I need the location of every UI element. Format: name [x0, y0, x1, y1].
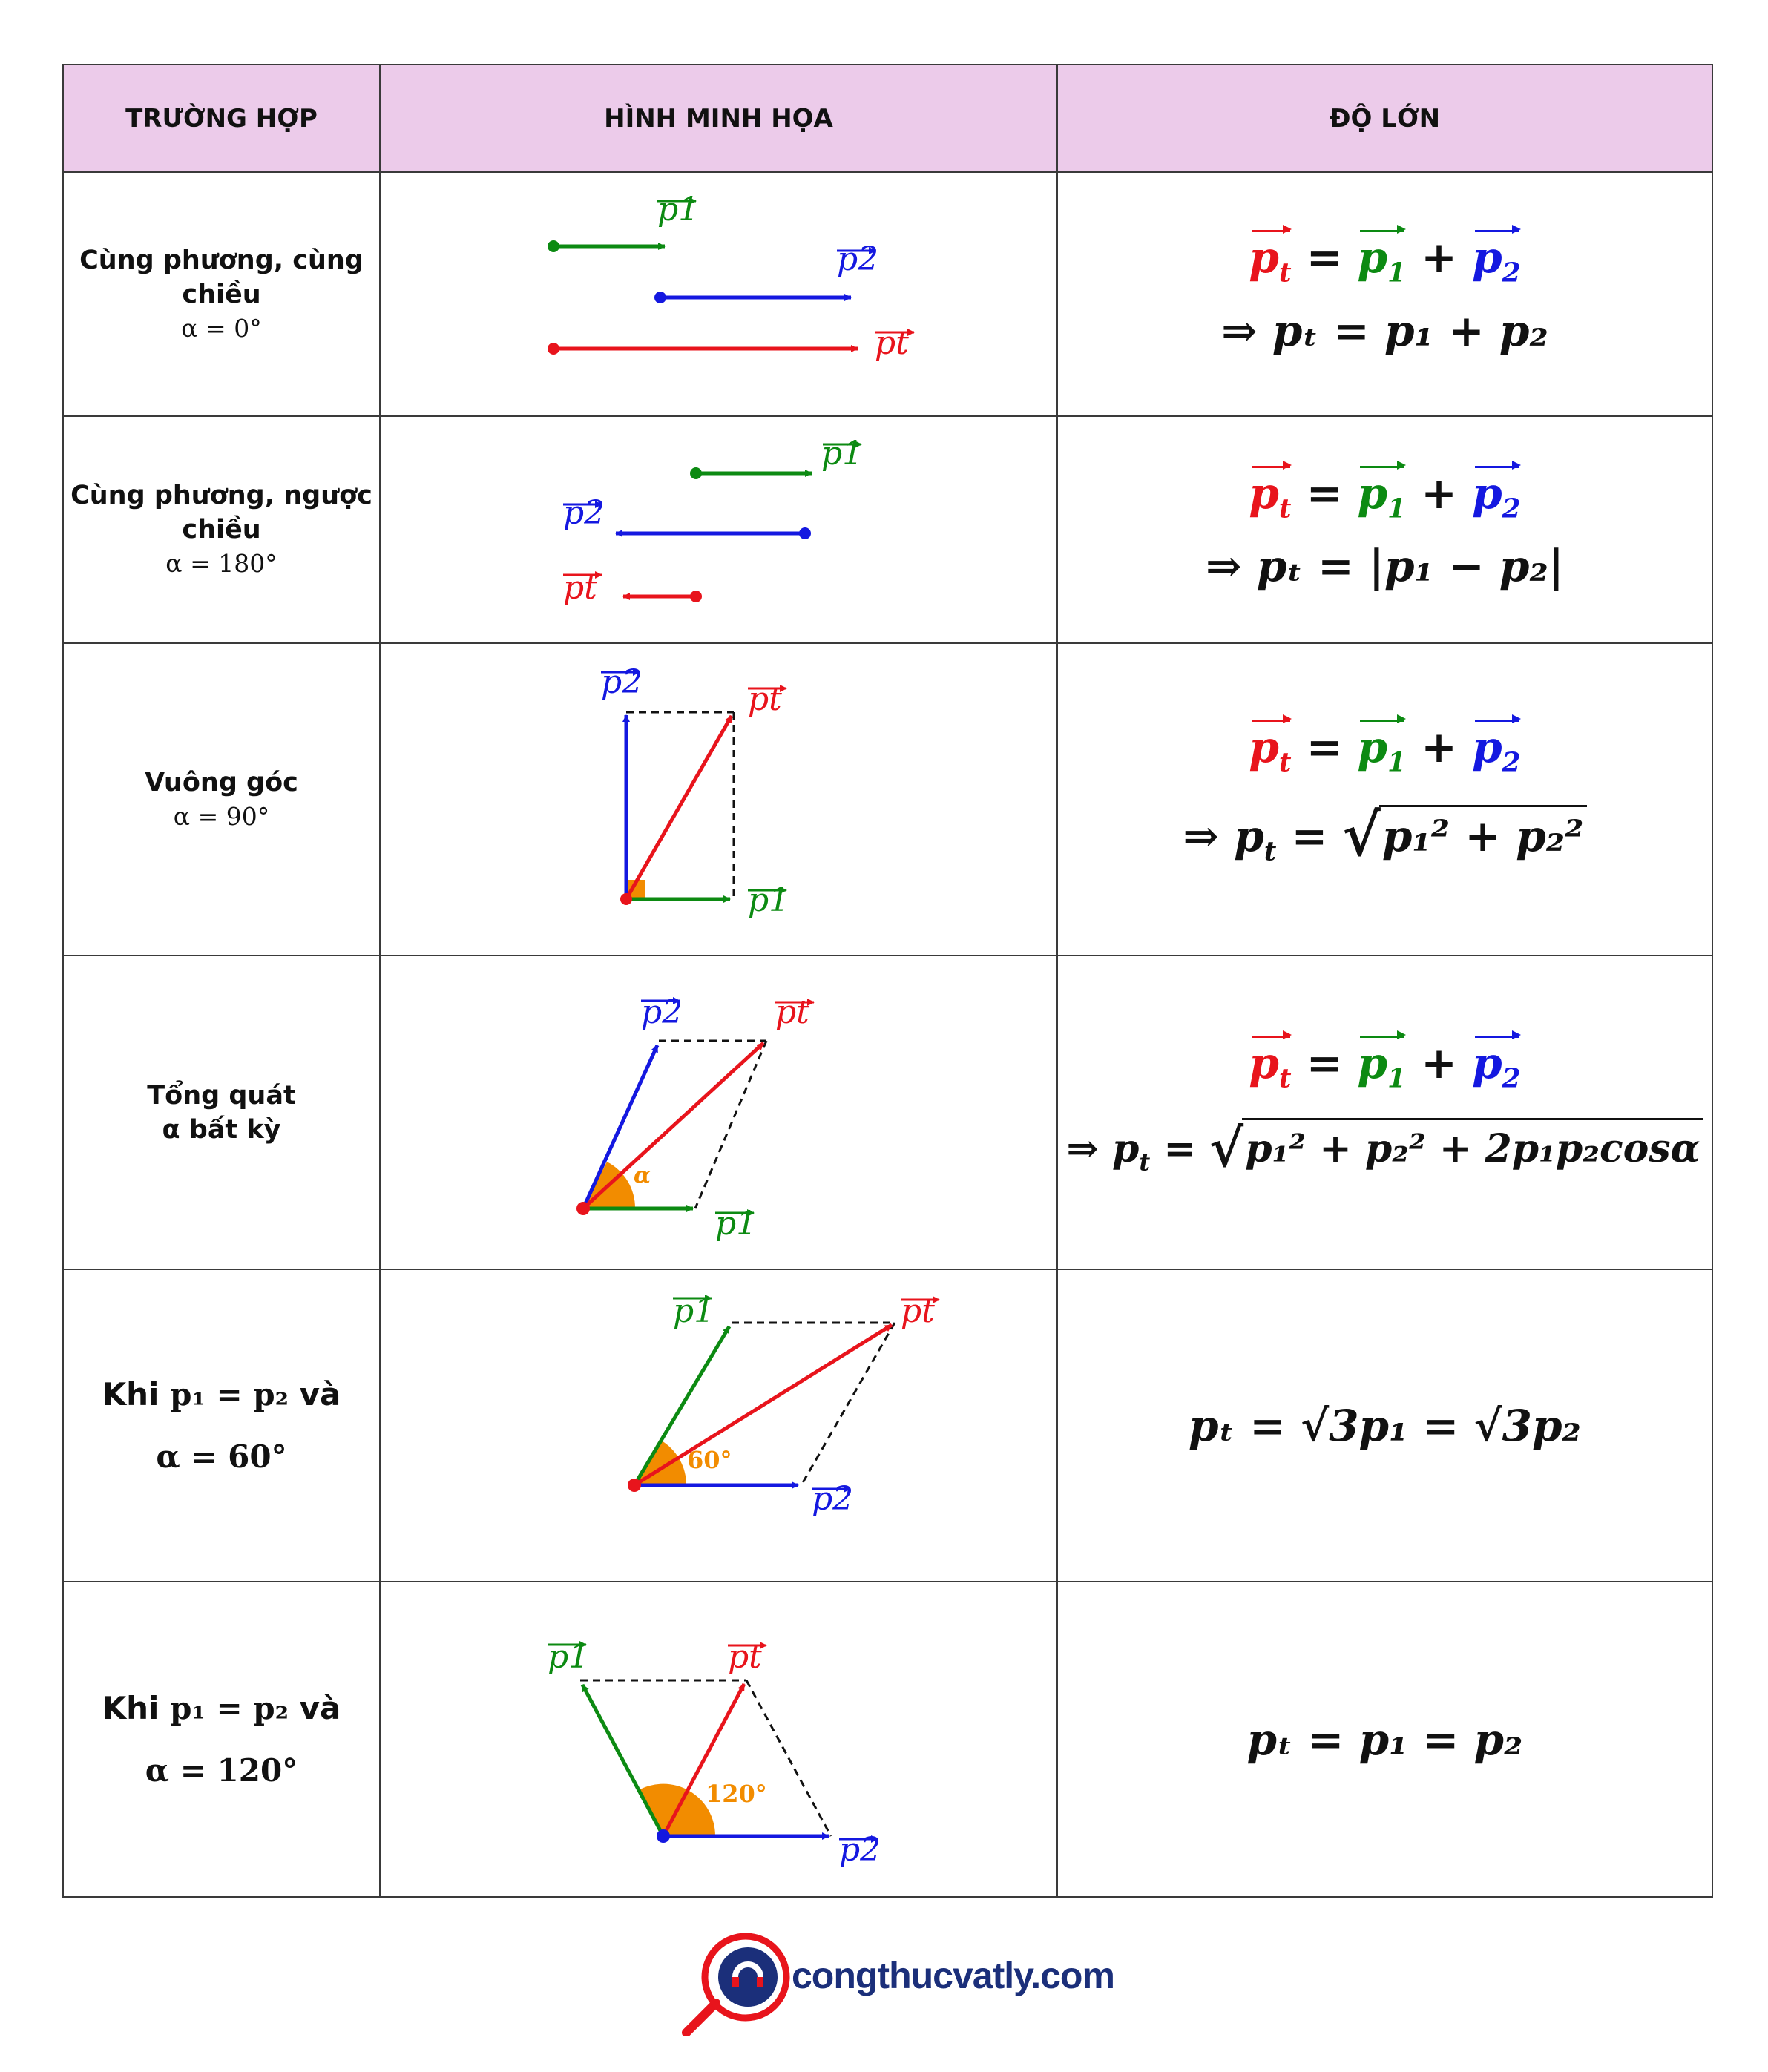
case-cell [63, 1582, 380, 1897]
radicand: p₁² + p₂² + 2p₁p₂cosα [1242, 1118, 1703, 1178]
case-cell [63, 172, 380, 416]
p1-label: p1 [821, 435, 864, 473]
p2-origin [799, 527, 811, 539]
magnitude-formula: ⇒ pₜ = |p₁ − p₂| [1206, 541, 1564, 592]
case-label: Cùng phương, ngược [70, 481, 372, 510]
table-row [63, 956, 1712, 1269]
angle-label: α = 90° [173, 801, 270, 831]
magnifier-lens [718, 1947, 778, 2007]
angle-120-label: 120° [706, 1780, 767, 1808]
angle-label: α = 0° [181, 313, 262, 343]
table-row [63, 643, 1712, 956]
pt-origin [690, 591, 702, 602]
case-label-2: chiều [182, 279, 261, 309]
case-cell [63, 643, 380, 956]
table-row [63, 172, 1712, 416]
p2-label: p2 [812, 1480, 854, 1518]
p2-origin [654, 292, 666, 303]
vector-diagram-perpendicular [381, 644, 1056, 951]
angle-60-label: 60° [687, 1446, 732, 1474]
p2-label: p2 [839, 1831, 881, 1869]
magnitude-cell [1057, 1269, 1712, 1582]
p2-label: p2 [837, 240, 879, 278]
case-label: Tổng quát [147, 1080, 296, 1111]
p1-arrow [582, 1685, 663, 1836]
header-row [63, 65, 1712, 172]
vector-diagram-opposite-direction [381, 417, 1056, 639]
header-case: TRƯỜNG HỢP [63, 65, 380, 172]
p1-label: p1 [673, 1292, 715, 1330]
illustration-cell [380, 956, 1057, 1269]
angle-label: α = 120° [145, 1752, 298, 1789]
magnifier-handle [686, 2003, 716, 2033]
dashed-guide [695, 1041, 766, 1208]
vector-sum-formula: $p_t = p_1 + p_2$ [1058, 1034, 1712, 1108]
vector-sum-formula: $p_t = p_1 + p_2$ [1058, 464, 1712, 538]
illustration-cell [380, 643, 1057, 956]
magnitude-formula: pₜ = √3p₁ = √3p₂ [1189, 1400, 1581, 1451]
p1-label: p1 [657, 191, 700, 228]
vector-diagram-60deg [381, 1270, 1056, 1577]
p2-label: p2 [641, 993, 683, 1031]
alpha-label: α [634, 1162, 651, 1188]
p1-label: p1 [548, 1638, 590, 1676]
pt-label: pt [875, 324, 909, 362]
pt-label: pt [748, 680, 782, 718]
pt-label: pt [563, 569, 597, 607]
pt-arrow [626, 716, 732, 899]
vector-sum-formula: $p_t = p_1 + p_2$ [1058, 228, 1712, 302]
vector-sum-formula: $p_t = p_1 + p_2$ [1058, 718, 1712, 792]
magnitude-cell [1057, 643, 1712, 956]
dashed-guide [801, 1323, 895, 1485]
pt-label: pt [728, 1638, 762, 1676]
p1-origin [548, 240, 559, 252]
illustration-cell [380, 1269, 1057, 1582]
radicand: p₁² + p₂² [1379, 805, 1587, 865]
p2-label: p2 [601, 663, 643, 701]
magnitude-cell [1057, 1582, 1712, 1897]
angle-label: α = 180° [165, 549, 277, 578]
case-label: Vuông góc [145, 767, 298, 797]
table-row [63, 416, 1712, 643]
magnitude-formula: ⇒ $p_t = √p_1^2 + p_2^2$ [1058, 805, 1712, 881]
case-cell [63, 1269, 380, 1582]
origin-point [628, 1479, 641, 1492]
vector-diagram-general [381, 956, 1056, 1265]
pt-label: pt [775, 993, 809, 1031]
pt-arrow [583, 1043, 763, 1208]
dashed-guide [746, 1680, 831, 1836]
magnitude-formula: ⇒ pₜ = p₁ + p₂ [1221, 305, 1548, 356]
pt-label: pt [901, 1292, 935, 1330]
p2-label: p2 [563, 494, 605, 532]
case-label: Cùng phương, cùng [79, 245, 364, 275]
origin-point [576, 1202, 590, 1215]
p1-label: p1 [748, 881, 790, 919]
comparison-table [62, 64, 1713, 1898]
angle-label: α bất kỳ [162, 1114, 281, 1145]
illustration-cell [380, 416, 1057, 643]
case-label: Khi p₁ = p₂ và [102, 1375, 341, 1412]
origin-point [657, 1829, 670, 1843]
illustration-cell [380, 172, 1057, 416]
table-row [63, 1269, 1712, 1582]
site-name[interactable]: congthucvatly.com [792, 1955, 1114, 1996]
case-cell [63, 956, 380, 1269]
pt-arrow [634, 1325, 892, 1485]
magnitude-cell [1057, 416, 1712, 643]
origin-point [620, 893, 632, 905]
vector-diagram-same-direction [381, 173, 1056, 412]
magnitude-formula: ⇒ $p_t = √p_1^2 + p_2^2 + 2p_1p_2\cos\alpha$ [1058, 1118, 1712, 1191]
table-row [63, 1582, 1712, 1897]
vector-diagram-120deg [381, 1582, 1056, 1892]
case-label: Khi p₁ = p₂ và [102, 1689, 341, 1726]
case-cell [63, 416, 380, 643]
magnitude-cell [1057, 956, 1712, 1269]
header-magnitude: ĐỘ LỚN [1057, 65, 1712, 172]
p1-label: p1 [715, 1205, 758, 1243]
case-label-2: chiều [182, 515, 261, 545]
header-illustration: HÌNH MINH HỌA [380, 65, 1057, 172]
p1-origin [690, 467, 702, 479]
angle-label: α = 60° [156, 1438, 287, 1475]
pt-origin [548, 343, 559, 355]
magnitude-cell [1057, 172, 1712, 416]
illustration-cell [380, 1582, 1057, 1897]
magnitude-formula: pₜ = p₁ = p₂ [1246, 1714, 1523, 1765]
